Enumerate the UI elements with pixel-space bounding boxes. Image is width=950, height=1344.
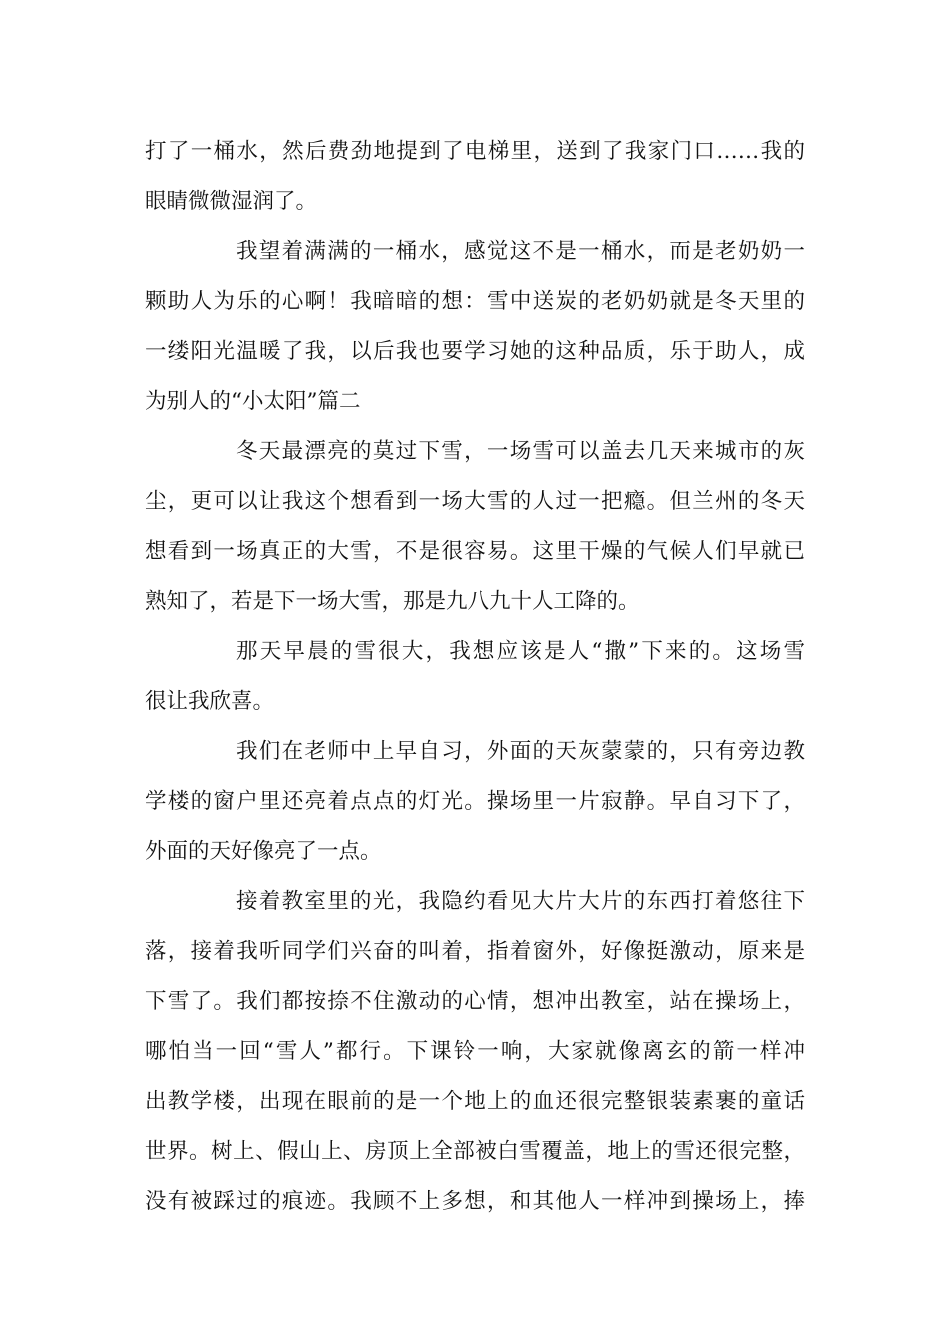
text-line: 出教学楼，出现在眼前的是一个地上的血还很完整银装素裹的童话	[145, 1089, 805, 1114]
text-line: 一缕阳光温暖了我，以后我也要学习她的这种品质，乐于助人，成	[145, 339, 805, 364]
text-line: 很让我欣喜。	[145, 689, 275, 714]
text-line: 下雪了。我们都按捺不住激动的心情，想冲出教室，站在操场上，	[145, 989, 805, 1014]
text-line: 学楼的窗户里还亮着点点的灯光。操场里一片寂静。早自习下了，	[145, 789, 805, 814]
paragraph-first-line: 冬天最漂亮的莫过下雪，一场雪可以盖去几天来城市的灰	[236, 439, 805, 464]
paragraph-first-line: 我们在老师中上早自习，外面的天灰蒙蒙的，只有旁边教	[236, 739, 805, 764]
paragraph-first-line: 那天早晨的雪很大，我想应该是人“撒”下来的。这场雪	[236, 639, 805, 664]
text-line: 落，接着我听同学们兴奋的叫着，指着窗外，好像挺激动，原来是	[145, 939, 805, 964]
text-line: 没有被踩过的痕迹。我顾不上多想，和其他人一样冲到操场上，捧	[145, 1189, 805, 1214]
text-line: 为别人的“小太阳”篇二	[145, 389, 361, 414]
text-line: 想看到一场真正的大雪，不是很容易。这里干燥的气候人们早就已	[145, 539, 805, 564]
text-line: 打了一桶水，然后费劲地提到了电梯里，送到了我家门口……我的	[145, 139, 805, 164]
text-line: 颗助人为乐的心啊！我暗暗的想：雪中送炭的老奶奶就是冬天里的	[145, 289, 805, 314]
text-line: 尘，更可以让我这个想看到一场大雪的人过一把瘾。但兰州的冬天	[145, 489, 805, 514]
text-line: 世界。树上、假山上、房顶上全部被白雪覆盖，地上的雪还很完整，	[145, 1139, 805, 1164]
text-line: 哪怕当一回“雪人”都行。下课铃一响，大家就像离玄的箭一样冲	[145, 1039, 805, 1064]
text-line: 眼睛微微湿润了。	[145, 189, 318, 214]
paragraph-first-line: 我望着满满的一桶水，感觉这不是一桶水，而是老奶奶一	[236, 239, 805, 264]
paragraph-first-line: 接着教室里的光，我隐约看见大片大片的东西打着悠往下	[236, 889, 805, 914]
text-line: 外面的天好像亮了一点。	[145, 839, 382, 864]
text-line: 熟知了，若是下一场大雪，那是九八九十人工降的。	[145, 589, 640, 614]
